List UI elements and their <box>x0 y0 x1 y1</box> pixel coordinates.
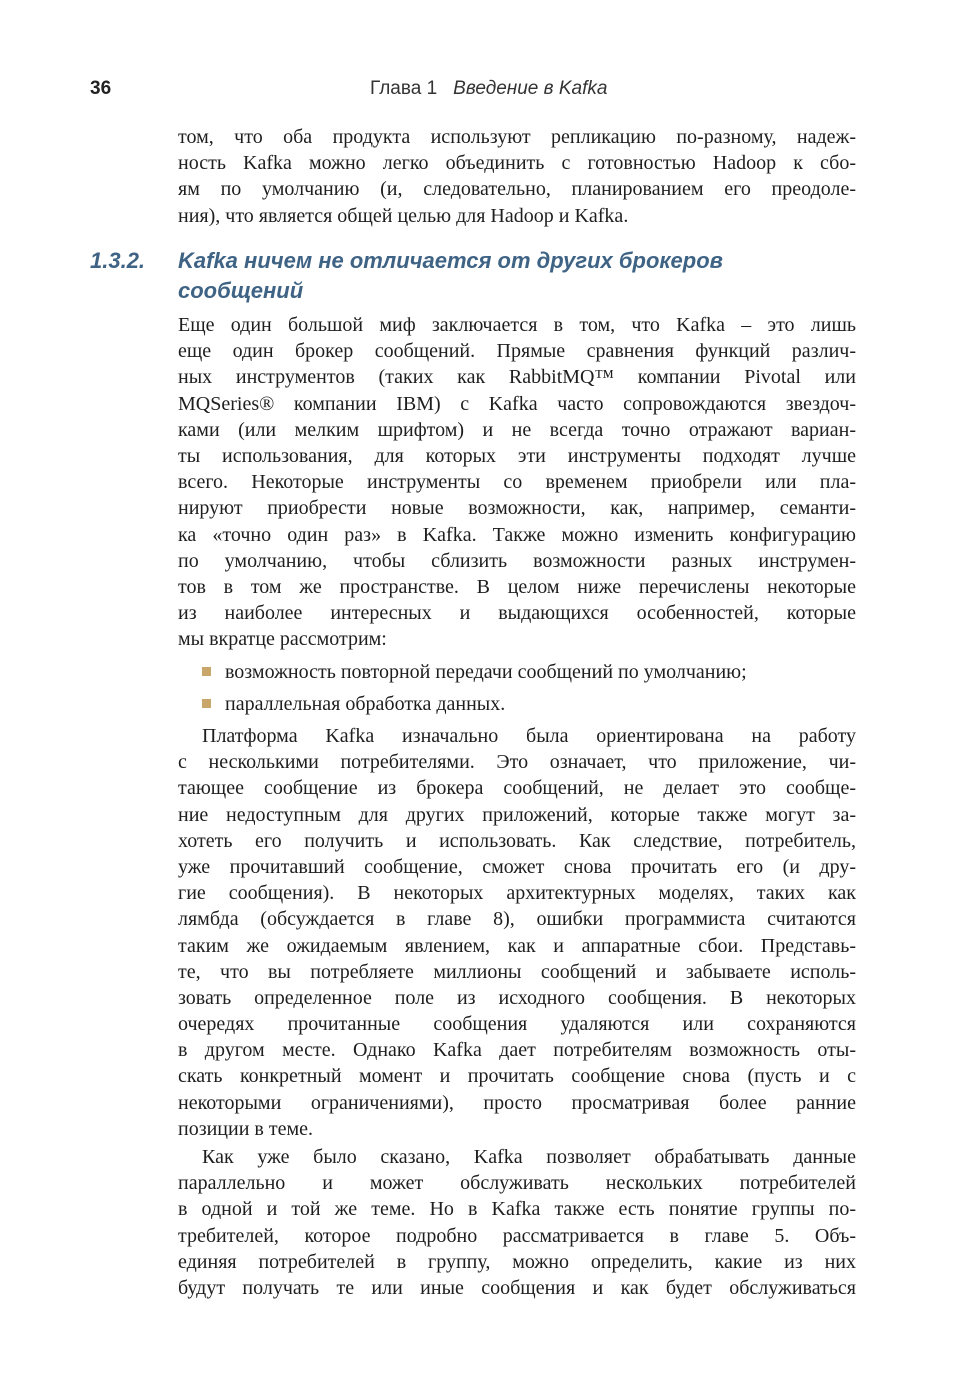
text-line: зовать определенное поле из исходного сообщения. В некоторых <box>178 986 856 1009</box>
paragraph-2 <box>178 312 856 652</box>
list-item-text: возможность повторной передачи сообщений по умолчанию; <box>225 661 747 683</box>
running-header <box>370 78 607 100</box>
text-line: некоторыми ограничениями), просто просматривая более ранние <box>178 1091 856 1114</box>
text-line: хотеть его получить и использовать. Как следствие, потребитель, <box>178 829 856 852</box>
text-line: очередях прочитанные сообщения удаляются или сохраняются <box>178 1013 856 1036</box>
text-line: ям по умолчанию (и, следовательно, планированием его преодоле- <box>178 178 856 201</box>
text-line: ность Kafka можно легко объединить с готовностью Hadoop к сбо- <box>178 152 856 175</box>
text-line: ния), что является общей целью для Hadoop и Kafka. <box>178 204 629 227</box>
paragraph-3 <box>178 723 856 1142</box>
text-line: Как уже было сказано, Kafka позволяет обрабатывать данные <box>202 1146 856 1168</box>
text-line: те, что вы потребляете миллионы сообщений и забываете исполь- <box>178 960 856 983</box>
list-item-text: параллельная обработка данных. <box>225 693 506 715</box>
text-line: ками (или мелким шрифтом) и не всегда точно отражают вариан- <box>178 418 856 441</box>
page-number: 36 <box>90 78 112 99</box>
bullet-square-icon <box>202 699 211 708</box>
paragraph-4 <box>178 1144 856 1301</box>
paragraph-1 <box>178 124 856 229</box>
text-line: MQSeries® компании IBM) с Kafka часто сопровождаются звездоч- <box>178 392 856 415</box>
text-line: из наиболее интересных и выдающихся особенностей, которые <box>178 602 856 625</box>
section-title-line-2: сообщений <box>178 278 304 303</box>
text-line: том, что оба продукта используют репликацию по-разному, надеж- <box>178 126 856 148</box>
text-line: нируют приобрести новые возможности, как, например, семанти- <box>178 497 856 520</box>
bullet-list <box>202 656 747 720</box>
text-line: требителей, которое подробно рассматривается в главе 5. Объ- <box>178 1224 856 1247</box>
text-line: единяя потребителей в группу, можно определить, какие из них <box>178 1250 856 1273</box>
text-line: с несколькими потребителями. Это означает, что приложение, чи- <box>178 751 856 774</box>
text-line: мы вкратце рассмотрим: <box>178 628 387 651</box>
text-line: гие сообщения). В некоторых архитектурных моделях, таких как <box>178 882 856 905</box>
text-line: в одной и той же теме. Но в Kafka также есть понятие группы по- <box>178 1198 856 1221</box>
text-line: по умолчанию, чтобы сблизить возможности разных инструмен- <box>178 549 856 572</box>
text-line: Платформа Kafka изначально была ориентирована на работу <box>202 725 856 747</box>
list-item <box>202 656 747 688</box>
text-line: тов в том же пространстве. В целом ниже перечислены некоторые <box>178 575 856 598</box>
text-line: позиции в теме. <box>178 1117 314 1140</box>
section-number: 1.3.2. <box>90 248 146 273</box>
text-line: лямбда (обсуждается в главе 8), ошибки программиста считаются <box>178 908 856 931</box>
text-line: всего. Некоторые инструменты со временем приобрели или пла- <box>178 471 856 494</box>
section-title-line-1: Kafka ничем не отличается от других брокеров <box>178 248 723 273</box>
chapter-label: Глава 1 <box>370 78 438 99</box>
chapter-title: Введение в Kafka <box>453 78 608 99</box>
list-item <box>202 688 747 720</box>
text-line: ты использования, для которых эти инструменты подходят лучше <box>178 444 856 467</box>
text-line: еще один брокер сообщений. Прямые сравнения функций различ- <box>178 340 856 363</box>
text-line: скать конкретный момент и прочитать сообщение снова (пусть и с <box>178 1065 856 1088</box>
text-line: ние недоступным для других приложений, которые также могут за- <box>178 803 856 826</box>
text-line: в другом месте. Однако Kafka дает потребителям возможность оты- <box>178 1039 856 1062</box>
text-line: будут получать те или иные сообщения и как будет обслуживаться <box>178 1276 856 1299</box>
text-line: ка «точно один раз» в Kafka. Также можно изменить конфигурацию <box>178 523 856 546</box>
text-line: параллельно и может обслуживать нескольких потребителей <box>178 1172 856 1195</box>
text-line: таким же ожидаемым явлением, как и аппаратные сбои. Представь- <box>178 934 856 957</box>
bullet-square-icon <box>202 667 211 676</box>
text-line: тающее сообщение из брокера сообщений, не делает это сообще- <box>178 777 856 800</box>
text-line: уже прочитавший сообщение, сможет снова прочитать его (и дру- <box>178 855 856 878</box>
text-line: Еще один большой миф заключается в том, что Kafka – это лишь <box>178 314 856 336</box>
text-line: ных инструментов (таких как RabbitMQ™ компании Pivotal или <box>178 366 856 389</box>
